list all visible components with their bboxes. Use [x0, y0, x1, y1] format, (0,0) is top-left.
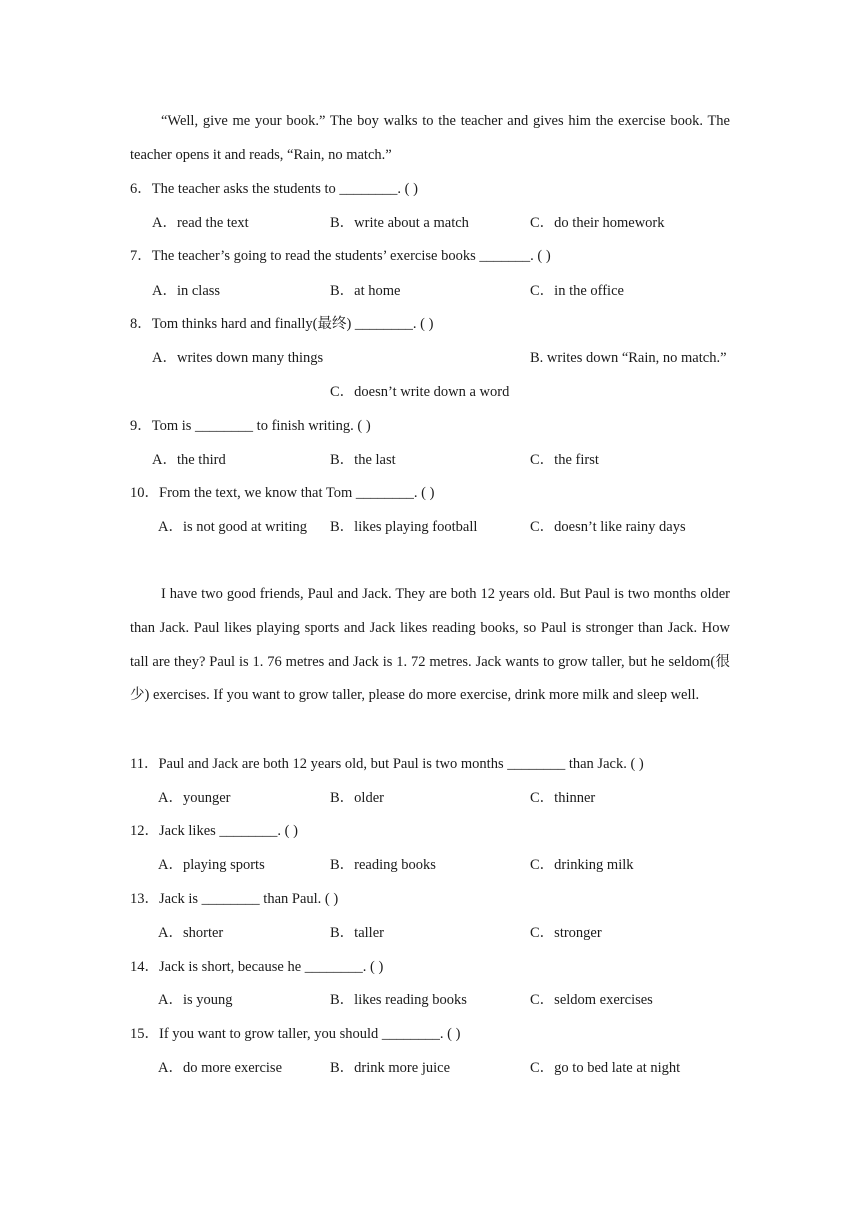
q7-option-c: C．in the office [530, 283, 624, 299]
q7-option-b: B．at home [330, 283, 401, 299]
q10-option-b: B．likes playing football [330, 519, 478, 535]
question-14: 14．Jack is short, because he ________. ( ) [130, 959, 384, 975]
question-11: 11．Paul and Jack are both 12 years old, but Paul is two months ________ than Jack. ( ) [130, 756, 644, 772]
q13-option-b: B．taller [330, 925, 384, 941]
q14-option-a: A．is young [158, 992, 233, 1008]
passage-1: “Well, give me your book.” The boy walks to the teacher and gives him the exercise book. The teacher opens it and reads, “Rain, no match.” [130, 113, 730, 163]
q11-option-c: C．thinner [530, 790, 596, 806]
q13-option-c: C．stronger [530, 925, 602, 941]
q8-option-a: A．writes down many things [152, 350, 324, 366]
q6-option-b: B．write about a match [330, 215, 469, 231]
q8-option-c: C．doesn’t write down a word [330, 384, 510, 400]
question-9: 9．Tom is ________ to finish writing. ( ) [130, 418, 371, 434]
q9-option-b: B．the last [330, 452, 396, 468]
q14-option-c: C．seldom exercises [530, 992, 653, 1008]
question-7: 7．The teacher’s going to read the students’ exercise books _______. ( ) [130, 248, 551, 264]
q7-option-a: A．in class [152, 283, 221, 299]
q12-option-b: B．reading books [330, 857, 436, 873]
q10-option-c: C．doesn’t like rainy days [530, 519, 686, 535]
question-6: 6．The teacher asks the students to ________. ( ) [130, 181, 418, 197]
q6-option-a: A．read the text [152, 215, 249, 231]
q11-option-b: B．older [330, 790, 384, 806]
q15-option-a: A．do more exercise [158, 1060, 283, 1076]
question-10: 10．From the text, we know that Tom ________. ( ) [130, 485, 435, 501]
q6-option-c: C．do their homework [530, 215, 665, 231]
question-8: 8．Tom thinks hard and finally(最终) ________. ( ) [130, 316, 434, 332]
question-12: 12．Jack likes ________. ( ) [130, 823, 298, 839]
q8-option-b: B. writes down “Rain, no match.” [530, 350, 727, 366]
q12-option-a: A．playing sports [158, 857, 265, 873]
question-13: 13．Jack is ________ than Paul. ( ) [130, 891, 339, 907]
q15-option-c: C．go to bed late at night [530, 1060, 681, 1076]
q14-option-b: B．likes reading books [330, 992, 467, 1008]
q10-option-a: A．is not good at writing [158, 519, 308, 535]
passage-2: I have two good friends, Paul and Jack. They are both 12 years old. But Paul is two months older than Jack. Paul likes playing sports and Jack likes reading books, so Paul is stronger than Jack. How tall are they? Paul is 1. 76 metres and Jack is 1. 72 metres. Jack wants to grow taller, but he seldom(很少) exercises. If you want to grow taller, please do more exercise, drink more milk and sleep well. [130, 586, 730, 704]
q9-option-a: A．the third [152, 452, 226, 468]
q12-option-c: C．drinking milk [530, 857, 634, 873]
q11-option-a: A．younger [158, 790, 231, 806]
question-15: 15．If you want to grow taller, you should ________. ( ) [130, 1026, 461, 1042]
q9-option-c: C．the first [530, 452, 599, 468]
q13-option-a: A．shorter [158, 925, 224, 941]
q15-option-b: B．drink more juice [330, 1060, 451, 1076]
